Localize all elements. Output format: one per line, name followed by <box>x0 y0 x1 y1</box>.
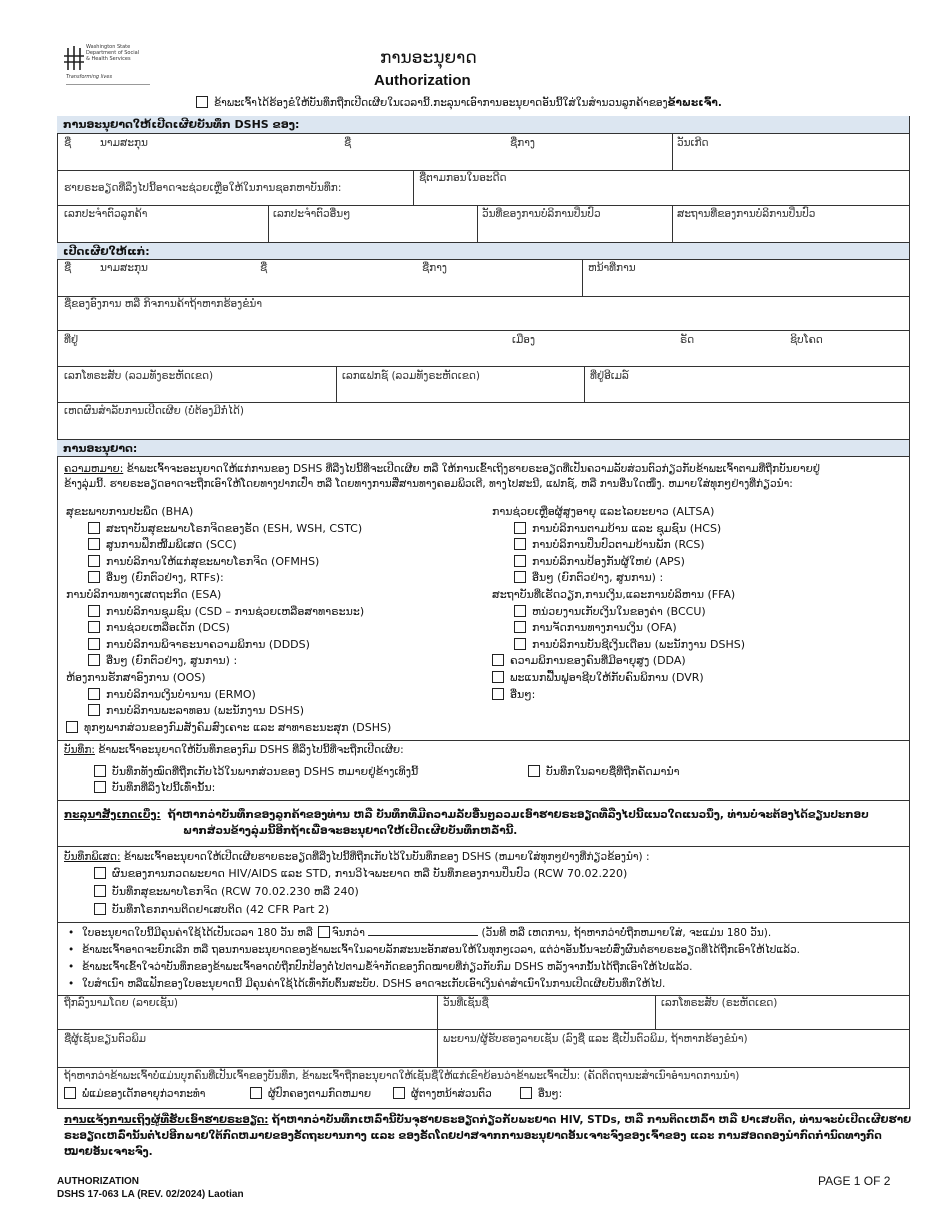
program-label: ຫ້ອງການຮັກສາອົງການ (OOS) <box>66 671 206 684</box>
label-zip: ຊິບໂຄດ <box>790 334 823 346</box>
checkbox[interactable] <box>492 654 504 666</box>
checkbox[interactable] <box>250 1087 262 1099</box>
program-label: ການບໍລິການຊຸມຊົນ (CSD – ການຊ່ວຍເຫລືອສາທາຣະນະ) <box>106 604 365 618</box>
checkbox[interactable] <box>88 522 100 534</box>
bullet-redisclose: • ຂ້າພະເຈົ້າເຂົ້າໃຈວ່າບັນທຶກຂອງຂ້າພະເຈົ້າອາດບໍ່ຖືກປົກປ້ອງຕໍ່ໄປຕາມຂໍ້ຈຳກັດຂອງກົດໝາຍທີ່ກ່ຽວກັບກົມ DSHS ຫລັງຈາກນັ້ນໄດ້ຖືກເອົາໃຫ້ໄປແລ້ວ. <box>82 960 693 974</box>
program-label: ການຊ່ວຍເຫລືອເດັກ (DCS) <box>106 621 230 635</box>
label-organization: ຊື່ຂອງອົງການ ຫລື ກິຈການຄ້າຖ້າຫາກຮ້ອງຂໍນຳ <box>64 298 262 310</box>
rep-option-other[interactable] <box>520 1086 562 1102</box>
program-label: ການບໍລິການຕາມບ້ານ ແລະ ຊຸມຊົນ (HCS) <box>532 521 722 535</box>
bullet-text: ໃບອະນຸຍາດໃບນີ້ມີຄຸນຄ່າໃຊ້ໄດ້ເປັນເວລາ 180 ວັນ ຫລື <box>82 927 313 939</box>
checkbox[interactable] <box>88 621 100 633</box>
copy-request-bold: ຂ້າພະເຈົ້າ. <box>667 97 722 109</box>
recipient-notice <box>64 1112 914 1160</box>
notice-line: ຣະອຽດເຫລົ່ານັ້ນຕໍ່ໄປອີກພາຍໃຕ້ກົດຫມາຍຂອງຣັດຖະບານກາງ ແລະ ຂອງຣັດໂດຍປາສຈາກການອະນຸຍາດອັນເຈາະຈົງຂອງເຈົ້າຂອງ ແລະ ການສອດຄອງນຳກົດກຳນົດທາງກົດ <box>64 1130 882 1142</box>
label-email: ທີ່ຢູ່ອີເມລ໌ <box>590 370 629 382</box>
logo-tagline: Transforming lives <box>66 74 113 80</box>
bullet-revoke: • ຂ້າພະເຈົ້າອາດຈະຍົກເລີກ ຫລື ຖອນການອະນຸຍາດຂອງຂ້າພະເຈົ້າໃນລາຍລັກສະນະອັກສອນໃຫ້ໃນທຸກໆເວລາ, ແຕ່ວ່າອັນນັ້ນຈະບໍ່ສົ່ງຜົນຕໍ່ຮາຍຣະອຽດທີ່ໄດ້ຖືກເອົາໃຫ້ໄປແລ້ວ. <box>82 943 800 957</box>
rep-option-label: ພໍ່ແມ່ຂອງເດັກອາຍຸກ່ວາກະທຳ <box>82 1088 206 1100</box>
record-option-all[interactable] <box>94 764 418 780</box>
checkbox[interactable] <box>88 638 100 650</box>
page-title-lao: ການອະນຸຍາດ <box>380 48 477 68</box>
label-service-place: ສະຖານທີ່ຂອງການບໍລິການປິ່ນປົວ <box>677 208 816 220</box>
program-label: ຄວາມພິການຂອງຄົນທີ່ມີອາຍຸສູງ (DDA) <box>510 654 686 668</box>
program-group-heading <box>66 504 193 520</box>
until-field[interactable] <box>368 935 478 936</box>
rep-option-parent[interactable] <box>64 1086 205 1102</box>
logo-line: Washington State <box>86 44 131 50</box>
program-group-heading <box>492 504 714 520</box>
checkbox[interactable] <box>94 903 106 915</box>
label-last-name: ນາມສະກຸນ <box>100 137 148 149</box>
label-mi: ຊື່ <box>260 262 268 274</box>
checkbox[interactable] <box>514 555 526 567</box>
rep-option-personal[interactable] <box>393 1086 492 1102</box>
copy-request <box>196 96 722 109</box>
note-line: ພາກສ່ວນຂ້າງລຸ່ມນີ້ອີກຖ້າເພື່ອຈະອະນຸຍາດໃຫ້ເປີດເຜີຍບັນທຶກຫລັ່ານີ້. <box>183 825 518 837</box>
bullet-copy: • ໃບສຳເນົາ ຫລືແຟັກຂອງໃບອະນຸຍາດນີ້ ມີຄຸນຄ່າໃຊ້ໄດ້ເທົ່າກັບຕົ້ນສະບັບ. DSHS ອາດຈະເກັບເອົາເງິນຄ່າສຳເນົາໃນການເປີດເຜີຍບັນທຶກໃຫ້ໄປ. <box>82 977 665 991</box>
program-option[interactable] <box>514 620 677 636</box>
checkbox[interactable] <box>492 688 504 700</box>
label-middle-name: ຊື່ກາງ <box>422 262 447 274</box>
checkbox[interactable] <box>94 885 106 897</box>
label-client-id: ເລກປະຈຳຕົວລູກຄ້າ <box>64 208 148 220</box>
program-label: ສະຖາບັນທີ່ເຮັດວຽກ,ການເງິນ,ແລະການບໍລິຫານ (FFA) <box>492 588 736 601</box>
program-label: ອື່ນໆ (ຍົກຕົວຢ່າງ, ສູນການ) : <box>106 654 238 668</box>
record-option-only[interactable] <box>94 780 215 796</box>
program-option[interactable] <box>66 720 391 736</box>
checkbox[interactable] <box>514 538 526 550</box>
program-option[interactable] <box>88 521 362 537</box>
record-option-label: ບັນທຶກທີ່ລຶງໄປນີ້ເທົ່ານັ້ນ: <box>112 781 216 794</box>
logo-line: Department of Social <box>86 50 140 56</box>
label-records-help: ຮາຍຣະອຽດທີ່ລຶງໄປນີ້ອາດຈະຊ່ວຍເຫຼືອໃຫ້ໃນການຊອກຫາບັນທຶກ: <box>64 182 342 194</box>
program-label: ການຊ່ວຍເຫຼືອຜູ້ສູງອາຍຸ ແລະໄລຍະຍາວ (ALTSA) <box>492 505 715 518</box>
meaning-label: ຄວາມຫມາຍ: <box>64 463 124 475</box>
special-line: ຂ້າພະເຈົ້າອະນຸຍາດໃຫ້ເປີດເຜີຍຮາຍຣະອຽດທີ່ລືງໄປນີ້ທີ່ຖືກເກັບໄວ້ໃນບັນທຶກຂອງ DSHS (ຫມາຍໃສ່ທຸກໆຢ່າງທີ່ກ່ຽວຂ້ອງນຳ) : <box>120 851 650 863</box>
program-label: ການບໍລິການປິ່ນປົວຕາມບ້ານພັກ (RCS) <box>532 538 705 552</box>
meaning-line: ຂ້າງລຸ່ມນີ້. ຮາຍຣະອຽດອາດຈະຖືກເອົາໃຫ້ໂດຍທາງປາກເປົ່າ ຫລື ໂດຍທາງການສື່ສານທາງຄອມພິວເຕີ, ທາງໄປສະນີ, ແຟກຊ໌, ຫລື ການອື່ນໃດໜຶ່ງ. ຫມາຍໃສ່ທຸກໆຢ່າງທີ່ກ່ຽວນຳ: <box>64 478 793 490</box>
program-label: ການບໍລິການປ້ອງກັນຜູ້ໃຫຍ່ (APS) <box>532 554 685 568</box>
record-option-label: ບັນທຶກໃນລາຍຊື່ທີ່ຖືກຄັດມານຳ <box>546 765 680 778</box>
label-state: ຣັດ <box>680 334 695 346</box>
rep-option-label: ອື່ນໆ: <box>538 1088 563 1100</box>
program-label: ການບໍລິການທາງເສດຖະກິດ (ESA) <box>66 588 222 601</box>
program-label: ການຈັດການທາງການເງິນ (OFA) <box>532 621 677 635</box>
records-label: ບັນທຶກ: <box>64 744 95 756</box>
program-label: ສະຖາບັນສຸຂະພາບໂຣກຈິດຂອງຣັດ (ESH, WSH, CSTC) <box>106 521 363 535</box>
checkbox[interactable] <box>514 605 526 617</box>
checkbox[interactable] <box>88 555 100 567</box>
checkbox[interactable] <box>88 538 100 550</box>
checkbox[interactable] <box>393 1087 405 1099</box>
section-release-to: ເປີດເຜີຍໃຫ້ແກ່: <box>57 242 909 260</box>
program-label: ສຸຂະພາບການປະພຶດ (BHA) <box>66 505 194 518</box>
label-representative: ຖ້າຫາກວ່າຂ້າພະເຈົ້າບໍ່ແມ່ນບຸກຄົນທີ່ເປັນເຈົ້າຂອງບັນທຶກ, ຂ້າພະເຈົ້າຖືກອະນຸຍາດໃຫ້ເຊັນຊື່ໃຫ້ແກ່ເຂົາຍ້ອນວ່າຂ້າພະເຈົ້າເປັນ: (ຄັດຕິດຖານະສຳເນົາອຳນາດການນຳ) <box>64 1070 740 1082</box>
label-first-name: ຊື່ <box>64 262 72 274</box>
checkbox[interactable] <box>88 704 100 716</box>
label-first-name: ຊື່ <box>64 137 72 149</box>
logo-line: & Health Services <box>86 56 131 62</box>
program-label: ສູນການຟຶກໜ້ີມພິເສດ (SCC) <box>106 538 237 552</box>
special-option-label: ບັນທຶກໂຣກການຕິດຢາເສບຕິດ (42 CFR Part 2) <box>112 903 330 916</box>
checkbox[interactable] <box>88 654 100 666</box>
record-option-attached[interactable] <box>528 764 680 780</box>
program-label: ການບໍລິການໃຫ້ແກ່ສຸຂະພາບໂຣກຈິດ (OFMHS) <box>106 554 320 568</box>
special-option-hiv[interactable] <box>94 866 627 882</box>
special-option-substance[interactable] <box>94 902 329 918</box>
program-label: ອື່ນໆ: <box>510 687 536 701</box>
label-witness: ພະຍານ/ຜູ້ຮັບຮອງລາຍເຊັນ (ລົງຊື່ ແລະ ຊື່ເປັນຕົວພິມ, ຖ້າຫາກຮ້ອງຂໍນຳ) <box>443 1033 748 1045</box>
program-label: ອື່ນໆ (ຍົກຕົວຢ່າງ, ສູນການ) : <box>532 571 664 585</box>
label-fax: ເລກແຟກຊ໌ (ລວມທັງຣະຫັດເຂດ) <box>342 370 481 382</box>
bullet-text: (ວັນທີ ຫລື ເຫດການ, ຖ້າຫາກວ່າບໍ່ຖືກຫມາຍໃສ່, ຈະແມ່ນ 180 ວັນ). <box>481 927 772 939</box>
special-option-mental[interactable] <box>94 884 359 900</box>
section-authorization: ການອະນຸຍາດ: <box>57 439 909 457</box>
special-label: ບັນທຶກພິເສດ: <box>64 851 121 863</box>
checkbox[interactable] <box>94 765 106 777</box>
program-option[interactable] <box>492 670 704 686</box>
bullet-text: ຈົນກວ່າ <box>332 927 365 939</box>
copy-request-checkbox[interactable] <box>196 96 208 108</box>
program-label: ທຸກໆພາກສ່ວນຂອງກົມສັງຄົມສົງເຄາະ ແລະ ສາທາຣະນະສຸກ (DSHS) <box>84 720 392 734</box>
special-text <box>64 850 650 865</box>
program-option[interactable] <box>88 570 224 586</box>
program-option[interactable] <box>514 554 685 570</box>
checkbox[interactable] <box>64 1087 76 1099</box>
program-option[interactable] <box>514 604 706 620</box>
meaning-text <box>64 462 904 492</box>
program-option[interactable] <box>88 703 304 719</box>
special-option-label: ບັນທຶກສຸຂະພາບໂຣກຈິດ (RCW 70.02.230 ຫລື 240) <box>112 885 359 898</box>
record-option-label: ບັນທຶກທັງໝົດທີ່ຖືກເກັບໄວ້ໃນພາກສ່ວນຂອງ DSHS ຫມາຍຢູ່ຂ້າງເທິງນີ້ <box>112 765 419 778</box>
note-text <box>64 808 869 823</box>
program-group-heading <box>66 670 206 686</box>
label-other-id: ເລກປະຈຳຕົວອື່ນໆ <box>273 208 351 220</box>
checkbox[interactable] <box>88 688 100 700</box>
rep-option-label: ຜູ້ປົກຄອງຕາມກົດຫມາຍ <box>268 1088 372 1100</box>
checkbox[interactable] <box>492 671 504 683</box>
form-name: AUTHORIZATION <box>57 1176 140 1187</box>
label-position: ຫນ້າທີ່ການ <box>588 262 636 274</box>
special-option-label: ຜົນຂອງການກວດພະຍາດ HIV/AIDS ແລະ STD, ການວິໄຈພະຍາດ ຫລື ບັນທຶກຂອງການປິ່ນປົວ (RCW 70.02.220) <box>112 867 628 880</box>
checkbox[interactable] <box>520 1087 532 1099</box>
label-sign-date: ວັນທີ່ເຊັນຊື່ <box>443 997 489 1009</box>
program-label: ຫນ່ວຍງານເກັບເງິນໃນຂອງຄ່າ (BCCU) <box>532 604 706 618</box>
checkbox[interactable] <box>94 781 106 793</box>
records-line: ຂ້າພະເຈົ້າອະນຸຍາດໃຫ້ບັນທຶກຂອງກົມ DSHS ທີ່ລຶງໄປນີ້ທີ່ຈະຖືກເປີດເຜີຍ: <box>94 744 404 756</box>
checkbox[interactable] <box>88 571 100 583</box>
program-label: ການບໍລິການບັນຊີເງິນເດືອນ (ພະນັກງານ DSHS) <box>532 637 746 651</box>
program-group-heading <box>66 587 221 603</box>
program-group-heading <box>492 587 735 603</box>
notice-line: ໝາຍອັນເຈາະຈົງ. <box>64 1146 153 1158</box>
copy-request-text: ຂ້າພະເຈົ້າໄດ້ຮ້ອງຂໍໃຫ້ບັນທຶກຖືກເປີດເຜີຍໃນເວລານີ້.ກະລຸນາເອົາການອະນຸຍາດອັນນີ້ໃສ່ໃນສຳນວນລູກຄ້າຂອງ <box>214 97 668 109</box>
program-label: ການບໍລິການພະລາທອນ (ພະນັກງານ DSHS) <box>106 704 305 718</box>
label-middle-name: ຊື່ກາງ <box>510 137 535 149</box>
note-line: ຖ້າຫາກວ່າບັນທຶກຂອງລູກຄ້າຂອງທ່ານ ຫລື ບັນທຶກທີ່ມີຄວາມລັບອື່ນໆລວມເອົາຮາຍຣະອຽດທີ່ລືງໄປນີ້ແນວໃດແນວນຶ່ງ, ທ່ານບໍ່ຈະຕ້ອງໄດ້ຂຽນປະກອບ <box>167 809 869 821</box>
label-address: ທີ່ຢູ່ <box>64 334 79 346</box>
program-option[interactable] <box>88 637 310 653</box>
program-label: ການບໍລິການພິຈາຣະນາຄວາມພິການ (DDDS) <box>106 637 310 651</box>
records-text <box>64 743 404 758</box>
program-option[interactable] <box>514 637 745 653</box>
label-dob: ວັນເກີດ <box>677 137 709 149</box>
label-mi: ຊື່ <box>344 137 352 149</box>
form-id <box>57 1175 244 1201</box>
label-service-dates: ວັນທີ່ຂອງການບໍລິການປິ່ນປົວ <box>482 208 601 220</box>
program-option[interactable] <box>88 653 237 669</box>
checkbox[interactable] <box>88 605 100 617</box>
checkbox[interactable] <box>66 721 78 733</box>
label-sign-phone: ເລກໂທຣະສັບ (ຣະຫັດເຂດ) <box>661 997 778 1009</box>
page-number: PAGE 1 OF 2 <box>818 1174 891 1188</box>
program-option[interactable] <box>88 537 237 553</box>
checkbox[interactable] <box>528 765 540 777</box>
notice-line: ຖ້າຫາກວ່າບັນທຶກເຫລົ່ານີ້ບັນຈຸຮາຍຣະອຽດກ່ຽວກັບພະຍາດ HIV, STDs, ຫລື ການຕິດເຫລົ້າ ຫລື ຢາເສບຕິດ, ທ່ານຈະບໍ່ເປີດເຜີຍຮາຍ <box>268 1114 912 1126</box>
program-option[interactable] <box>88 554 319 570</box>
program-label: ການບໍລິການເງິນບຳນານ (ERMO) <box>106 687 256 701</box>
program-option[interactable] <box>492 687 535 703</box>
note-label: ກະລຸນາສັງເກດເບິ່ງ: <box>64 809 161 821</box>
program-label: ອື່ນໆ (ຍົກຕົວຢ່າງ, RTFs): <box>106 571 224 585</box>
program-option[interactable] <box>514 570 663 586</box>
program-option[interactable] <box>514 521 721 537</box>
meaning-line: ຂ້າພະເຈົ້າຈະອະນຸຍາດໃຫ້ແກ່ການຂອງ DSHS ທີ່ລືງໄປນີ້ທີ່ຈະເປີດເຜີຍ ຫລື ໃຫ້ການເຂົ້າເຖິງຮາຍຣະອຽດທີ່ເປັນຄວາມລັບສ່ວນຕົວກ່ຽວກັບຂ້າພະເຈົ້າຕາມທີ່ຖືກບັນຍາຍຢູ່ <box>123 463 821 475</box>
agency-logo <box>62 44 154 88</box>
label-last-name: ນາມສະກຸນ <box>100 262 148 274</box>
label-purpose: ເຫດຜົນສຳລັບການເປີດເຜີຍ (ບໍ່ຕ້ອງມີກໍ່ໄດ້) <box>64 405 244 417</box>
program-option[interactable] <box>88 604 364 620</box>
program-option[interactable] <box>514 537 705 553</box>
bullet-validity <box>82 926 771 940</box>
label-city: ເມືອງ <box>512 334 536 346</box>
label-other-names: ຊື່ຕາມກອນໃນອະດີດ <box>419 172 507 184</box>
label-signature: ຖືກລົງນາມໂດຍ (ລາຍເຊັນ) <box>64 997 178 1009</box>
page-title: Authorization <box>374 72 471 89</box>
checkbox[interactable] <box>514 638 526 650</box>
checkbox[interactable] <box>514 522 526 534</box>
notice-label: ການແຈ້ງການເຖິງຜູ້ທີ່ຮັບເອົາຮາຍຣະອຽດ: <box>64 1114 269 1126</box>
program-option[interactable] <box>88 687 256 703</box>
rep-option-label: ຜູ້ຕາງຫນ້າສ່ວນຕົວ <box>411 1088 492 1100</box>
label-phone: ເລກໂທຣະສັບ (ລວມທັງຣະຫັດເຂດ) <box>64 370 214 382</box>
until-checkbox[interactable] <box>318 926 330 938</box>
form-number: DSHS 17-063 LA (REV. 02/2024) Laotian <box>57 1189 244 1200</box>
checkbox[interactable] <box>514 621 526 633</box>
checkbox[interactable] <box>94 867 106 879</box>
rep-option-guardian[interactable] <box>250 1086 371 1102</box>
section-dshs-records: ການອະນຸຍາດໃຫ້ເປີດເຜີຍບັນທຶກ DSHS ຂອງ: <box>57 116 909 134</box>
program-option[interactable] <box>492 653 686 669</box>
checkbox[interactable] <box>514 571 526 583</box>
program-option[interactable] <box>88 620 230 636</box>
label-printed-name: ຊື່ຜູ້ເຊັນຂຽນຕົວພິມ <box>64 1033 147 1045</box>
program-label: ພະແນກຟື້ນຟູອາຊີບໃຫ້ກັບຄົນພິການ (DVR) <box>510 671 704 684</box>
